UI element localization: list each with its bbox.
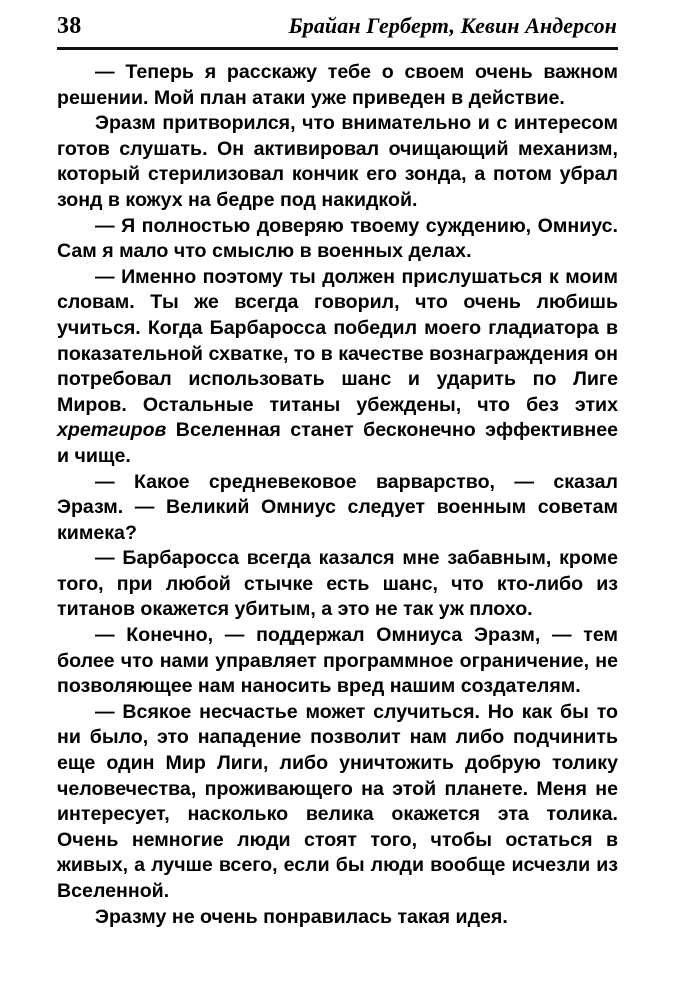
paragraph-final: Эразму не очень понравилась такая идея.	[95, 905, 508, 928]
running-head	[57, 14, 617, 38]
paragraph: — Теперь я расскажу тебе о своем очень важном решении. Мой план атаки уже приведен в действие.	[57, 61, 618, 109]
italic-term: хретгиров	[57, 419, 167, 442]
paragraph-lead-text: — Именно поэтому ты должен прислушаться к моим словам. Ты же всегда говорил, что очень любишь учиться. Когда Барбаросса победил моего гладиатора в показательной схватке, то в качестве вознаграждения он потребовал использовать шанс и ударить по Лиге Миров. Остальные титаны убеждены, что без этих	[57, 265, 618, 416]
paragraph: — Барбаросса всегда казался мне забавным, кроме того, при любой стычке есть шанс, что кто-либо из титанов окажется убитым, а это не так уж плохо.	[57, 547, 618, 621]
paragraph: — Я полностью доверяю твоему суждению, Омниус. Сам я мало что смыслю в военных делах.	[57, 214, 618, 263]
header-divider-rule	[57, 47, 618, 50]
running-head-authors: Брайан Герберт, Кевин Андерсон	[288, 13, 617, 38]
paragraph-tail-text: Вселенная станет бесконечно эффективнее и чище.	[57, 419, 618, 467]
paragraph: — Какое средневековое варварство, — сказал Эразм. — Великий Омниус следует военным советам кимека?	[57, 470, 618, 544]
body-text-block	[57, 60, 618, 930]
paragraph: Эразм притворился, что внимательно и с интересом готов слушать. Он активировал очищающий механизм, который стерилизовал кончик его зонда, а потом убрал зонд в кожух на бедре под накидкой.	[57, 112, 618, 211]
paragraph: — Всякое несчастье может случиться. Но как бы то ни было, это нападение позволит нам либо подчинить еще один Мир Лиги, либо уничтожить добрую толику человечества, проживающего на этой планете. Меня не интересует, насколько велика окажется эта толика. Очень немногие люди стоят того, чтобы остаться в живых, а лучше всего, если бы люди вообще исчезли из Вселенной.	[57, 700, 618, 902]
paragraph: — Конечно, — поддержал Омниуса Эразм, — тем более что нами управляет программное ограничение, не позволяющее нам наносить вред нашим создателям.	[57, 624, 618, 698]
paragraph-with-italic-term	[57, 265, 618, 470]
page-number: 38	[57, 13, 82, 39]
